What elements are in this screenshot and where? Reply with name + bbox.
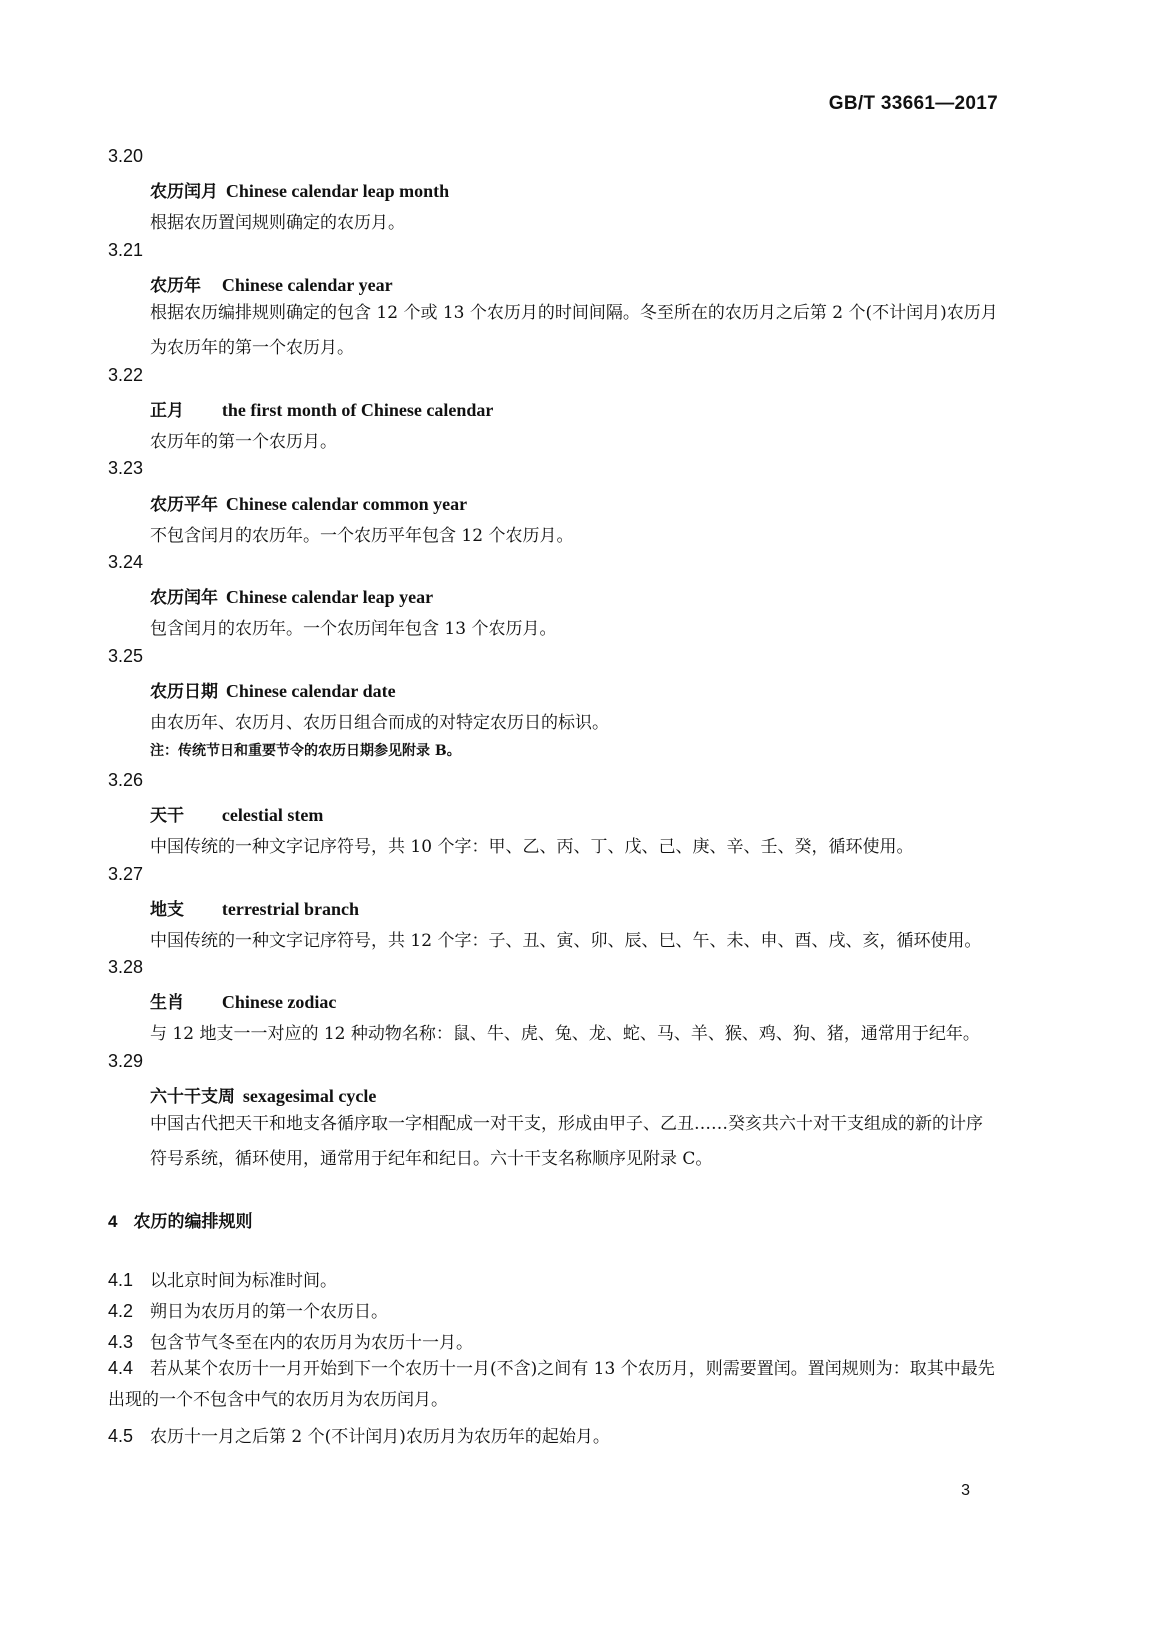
term-english: the first month of Chinese calendar [221,400,494,420]
term-english: Chinese calendar common year [225,494,468,514]
term-english: sexagesimal cycle [242,1086,377,1106]
section-title: 农历的编排规则 [133,1212,253,1232]
term-heading [150,490,467,515]
term-definition [150,1107,998,1177]
term-definition: 中国传统的一种文字记序符号，共 12 个字：子、丑、寅、卯、辰、巳、午、未、申、酉、戌、亥，循环使用。 [150,931,982,951]
term-number: 3.24 [108,552,144,572]
clause [108,1328,473,1353]
term-heading [150,177,449,202]
term-heading [150,396,493,421]
term-definition-text: 中国古代把天干和地支各循序取一字相配成一对干支，形成由甲子、乙丑……癸亥共六十对干支组成的新的计序符号系统，循环使用，通常用于纪年和纪日。六十干支名称顺序见附录 C。 [150,1114,983,1169]
clause-text: 若从某个农历十一月开始到下一个农历十一月(不含)之间有 13 个农历月，则需要置闰。置闰规则为：取其中最先出现的一个不包含中气的农历月为农历闰月。 [108,1359,995,1410]
clause [108,1353,1000,1416]
term-chinese: 地支 [150,900,184,920]
term-english: Chinese calendar leap month [225,181,450,201]
page-number: 3 [961,1482,970,1499]
term-english: Chinese calendar date [225,681,396,701]
section-heading [108,1207,252,1232]
term-definition [150,296,998,366]
section-number: 4 [108,1212,118,1231]
clause-number: 4.3 [108,1332,134,1352]
term-english: Chinese calendar year [221,275,393,295]
term-english: Chinese zodiac [221,992,337,1012]
term-english: terrestrial branch [221,899,360,919]
term-definition: 不包含闰月的农历年。一个农历平年包含 12 个农历月。 [150,526,574,546]
term-definition: 由农历年、农历月、农历日组合而成的对特定农历日的标识。 [150,713,609,733]
standard-code: GB/T 33661—2017 [828,93,998,114]
term-chinese: 生肖 [150,993,184,1013]
term-chinese: 农历日期 [150,682,218,702]
term-heading [150,677,396,702]
term-heading [150,583,433,608]
term-definition-text: 根据农历编排规则确定的包含 12 个或 13 个农历月的时间间隔。冬至所在的农历月之后第 2 个(不计闰月)农历月为农历年的第一个农历月。 [150,303,998,358]
term-chinese: 农历平年 [150,495,218,515]
clause-number: 4.4 [108,1358,134,1378]
term-definition: 根据农历置闰规则确定的农历月。 [150,213,405,233]
clause-text: 朔日为农历月的第一个农历日。 [150,1302,388,1322]
clause [108,1266,337,1291]
term-english: Chinese calendar leap year [225,587,434,607]
clause [108,1297,388,1322]
term-definition: 中国传统的一种文字记序符号，共 10 个字：甲、乙、丙、丁、戊、己、庚、辛、壬、癸，循环使用。 [150,837,914,857]
term-number: 3.27 [108,864,144,884]
term-number: 3.23 [108,458,144,478]
term-heading [150,271,393,296]
term-number: 3.25 [108,646,144,666]
clause-text: 农历十一月之后第 2 个(不计闰月)农历月为农历年的起始月。 [150,1427,610,1447]
term-chinese: 六十干支周 [150,1087,235,1107]
term-heading [150,895,359,920]
term-definition: 与 12 地支一一对应的 12 种动物名称：鼠、牛、虎、兔、龙、蛇、马、羊、猴、鸡、狗、猪，通常用于纪年。 [150,1024,980,1044]
clause-number: 4.2 [108,1301,134,1321]
term-note: 注：传统节日和重要节令的农历日期参见附录 B。 [150,743,461,759]
term-chinese: 农历年 [150,276,201,296]
clause-number: 4.1 [108,1270,134,1290]
clause-text: 以北京时间为标准时间。 [150,1271,337,1291]
term-heading [150,988,336,1013]
clause [108,1422,610,1447]
term-chinese: 天干 [150,806,184,826]
clause-number: 4.5 [108,1426,134,1446]
term-definition: 农历年的第一个农历月。 [150,432,337,452]
term-english: celestial stem [221,805,324,825]
term-chinese: 农历闰月 [150,182,218,202]
clause-text: 包含节气冬至在内的农历月为农历十一月。 [150,1333,473,1353]
term-chinese: 正月 [150,401,184,421]
term-number: 3.20 [108,146,144,166]
term-number: 3.29 [108,1051,144,1071]
term-definition: 包含闰月的农历年。一个农历闰年包含 13 个农历月。 [150,619,557,639]
term-chinese: 农历闰年 [150,588,218,608]
term-number: 3.22 [108,365,144,385]
term-number: 3.21 [108,240,144,260]
term-number: 3.28 [108,957,144,977]
term-number: 3.26 [108,770,144,790]
term-heading [150,1082,376,1107]
term-heading [150,801,323,826]
